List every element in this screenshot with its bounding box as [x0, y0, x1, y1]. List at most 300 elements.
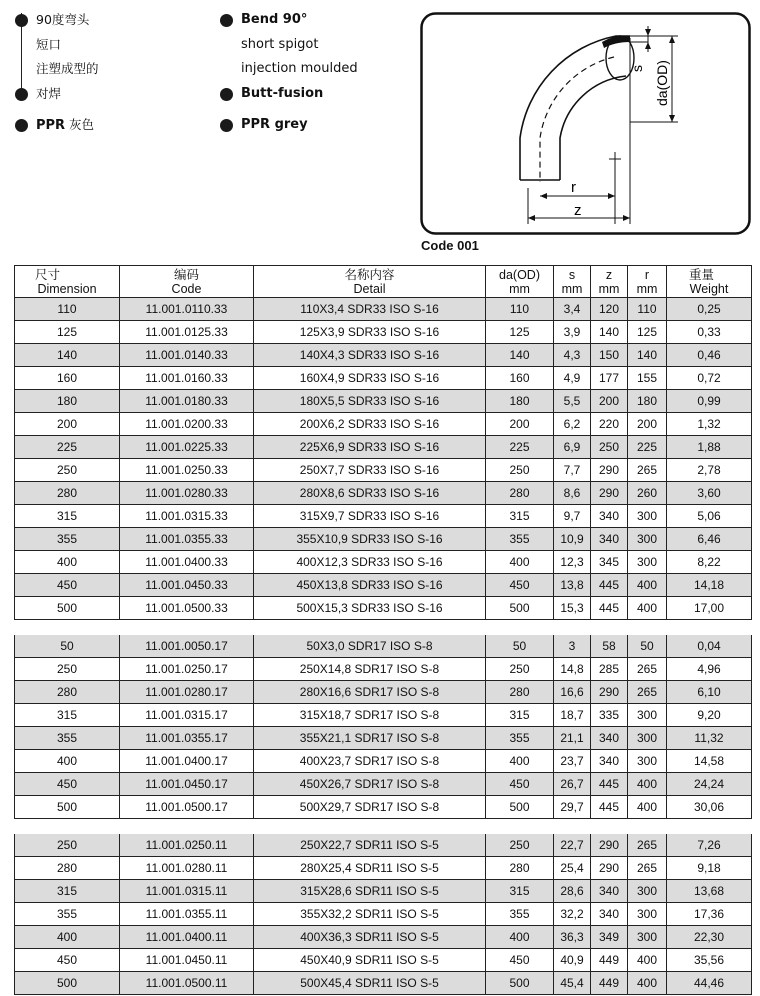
cell-detail: 315X28,6 SDR11 ISO S-5 — [254, 880, 486, 903]
cell-z: 445 — [591, 773, 628, 796]
table-row — [15, 880, 752, 903]
bend-technical-drawing — [420, 12, 751, 235]
col-z: z mm — [591, 266, 628, 298]
cell-z: 290 — [591, 482, 628, 505]
label-da: da(OD) — [654, 60, 670, 106]
cell-dimension: 180 — [15, 390, 120, 413]
cell-r: 260 — [628, 482, 667, 505]
cell-dimension: 500 — [15, 796, 120, 819]
cell-detail: 200X6,2 SDR33 ISO S-16 — [254, 413, 486, 436]
cell-s: 22,7 — [554, 834, 591, 857]
cell-detail: 140X4,3 SDR33 ISO S-16 — [254, 344, 486, 367]
cell-da: 280 — [486, 681, 554, 704]
cell-z: 140 — [591, 321, 628, 344]
cell-detail: 250X22,7 SDR11 ISO S-5 — [254, 834, 486, 857]
cell-code: 11.001.0450.17 — [120, 773, 254, 796]
cell-z: 335 — [591, 704, 628, 727]
cell-code: 11.001.0180.33 — [120, 390, 254, 413]
cell-dimension: 355 — [15, 528, 120, 551]
cell-r: 400 — [628, 949, 667, 972]
cell-r: 265 — [628, 857, 667, 880]
cell-s: 29,7 — [554, 796, 591, 819]
table-row — [15, 727, 752, 750]
col-detail: 名称内容 Detail — [254, 266, 486, 298]
col-s: s mm — [554, 266, 591, 298]
cell-s: 9,7 — [554, 505, 591, 528]
cell-r: 125 — [628, 321, 667, 344]
table-row — [15, 321, 752, 344]
cell-weight: 0,99 — [667, 390, 752, 413]
cell-s: 36,3 — [554, 926, 591, 949]
cell-dimension: 500 — [15, 972, 120, 995]
cell-r: 300 — [628, 750, 667, 773]
cell-r: 265 — [628, 459, 667, 482]
cell-code: 11.001.0400.17 — [120, 750, 254, 773]
spec-table-group — [14, 635, 752, 819]
table-row — [15, 390, 752, 413]
feature-item: 90度弯头 — [13, 8, 193, 33]
cell-s: 10,9 — [554, 528, 591, 551]
cell-code: 11.001.0140.33 — [120, 344, 254, 367]
table-groups — [14, 298, 751, 995]
col-da: da(OD) mm — [486, 266, 554, 298]
cell-weight: 9,18 — [667, 857, 752, 880]
cell-da: 250 — [486, 459, 554, 482]
cell-detail: 400X12,3 SDR33 ISO S-16 — [254, 551, 486, 574]
cell-detail: 160X4,9 SDR33 ISO S-16 — [254, 367, 486, 390]
feature-item: 对焊 — [13, 82, 193, 107]
cell-detail: 450X26,7 SDR17 ISO S-8 — [254, 773, 486, 796]
cell-da: 250 — [486, 834, 554, 857]
cell-da: 450 — [486, 773, 554, 796]
cell-z: 349 — [591, 926, 628, 949]
table-row — [15, 574, 752, 597]
cell-weight: 1,32 — [667, 413, 752, 436]
group-spacer — [14, 819, 751, 834]
cell-dimension: 225 — [15, 436, 120, 459]
cell-s: 3,4 — [554, 298, 591, 321]
cell-r: 50 — [628, 635, 667, 658]
cell-s: 6,9 — [554, 436, 591, 459]
cell-dimension: 280 — [15, 681, 120, 704]
col-dimension: 尺寸 Dimension — [15, 266, 120, 298]
cell-r: 400 — [628, 972, 667, 995]
cell-s: 32,2 — [554, 903, 591, 926]
cell-r: 140 — [628, 344, 667, 367]
cell-weight: 24,24 — [667, 773, 752, 796]
table-row — [15, 750, 752, 773]
cell-code: 11.001.0450.33 — [120, 574, 254, 597]
cell-z: 200 — [591, 390, 628, 413]
cell-s: 4,9 — [554, 367, 591, 390]
cell-dimension: 315 — [15, 505, 120, 528]
table-row — [15, 298, 752, 321]
table-row — [15, 635, 752, 658]
cell-weight: 35,56 — [667, 949, 752, 972]
cell-code: 11.001.0280.11 — [120, 857, 254, 880]
cell-detail: 315X18,7 SDR17 ISO S-8 — [254, 704, 486, 727]
cell-detail: 250X14,8 SDR17 ISO S-8 — [254, 658, 486, 681]
cell-code: 11.001.0250.33 — [120, 459, 254, 482]
feature-list-zh — [13, 8, 193, 138]
cell-dimension: 450 — [15, 949, 120, 972]
cell-weight: 3,60 — [667, 482, 752, 505]
cell-da: 355 — [486, 903, 554, 926]
feature-item: PPR grey — [218, 113, 398, 138]
table-row — [15, 949, 752, 972]
cell-detail: 355X32,2 SDR11 ISO S-5 — [254, 903, 486, 926]
cell-z: 150 — [591, 344, 628, 367]
cell-weight: 4,96 — [667, 658, 752, 681]
bullet-dot-icon — [15, 119, 28, 132]
bullet-dot-icon — [15, 14, 28, 27]
cell-weight: 0,46 — [667, 344, 752, 367]
cell-dimension: 110 — [15, 298, 120, 321]
table-row — [15, 972, 752, 995]
cell-dimension: 250 — [15, 459, 120, 482]
cell-weight: 22,30 — [667, 926, 752, 949]
cell-code: 11.001.0500.17 — [120, 796, 254, 819]
cell-detail: 315X9,7 SDR33 ISO S-16 — [254, 505, 486, 528]
table-header-row — [15, 266, 752, 298]
cell-z: 340 — [591, 750, 628, 773]
cell-s: 40,9 — [554, 949, 591, 972]
cell-r: 265 — [628, 834, 667, 857]
cell-z: 449 — [591, 949, 628, 972]
cell-z: 290 — [591, 681, 628, 704]
cell-s: 13,8 — [554, 574, 591, 597]
cell-da: 400 — [486, 551, 554, 574]
table-row — [15, 796, 752, 819]
col-weight: 重量 Weight — [667, 266, 752, 298]
cell-s: 8,6 — [554, 482, 591, 505]
cell-weight: 6,46 — [667, 528, 752, 551]
cell-da: 355 — [486, 727, 554, 750]
bullet-dot-icon — [15, 88, 28, 101]
cell-z: 340 — [591, 903, 628, 926]
table-row — [15, 704, 752, 727]
cell-da: 250 — [486, 658, 554, 681]
cell-r: 155 — [628, 367, 667, 390]
table-row — [15, 367, 752, 390]
cell-detail: 500X29,7 SDR17 ISO S-8 — [254, 796, 486, 819]
cell-dimension: 125 — [15, 321, 120, 344]
label-s: s — [629, 65, 645, 72]
cell-dimension: 450 — [15, 773, 120, 796]
cell-dimension: 315 — [15, 704, 120, 727]
table-row — [15, 459, 752, 482]
cell-code: 11.001.0315.11 — [120, 880, 254, 903]
cell-detail: 400X36,3 SDR11 ISO S-5 — [254, 926, 486, 949]
table-row — [15, 436, 752, 459]
cell-code: 11.001.0050.17 — [120, 635, 254, 658]
cell-da: 125 — [486, 321, 554, 344]
cell-da: 355 — [486, 528, 554, 551]
table-row — [15, 926, 752, 949]
cell-weight: 13,68 — [667, 880, 752, 903]
cell-code: 11.001.0280.33 — [120, 482, 254, 505]
cell-detail: 280X25,4 SDR11 ISO S-5 — [254, 857, 486, 880]
cell-weight: 17,36 — [667, 903, 752, 926]
cell-code: 11.001.0500.11 — [120, 972, 254, 995]
col-code: 编码 Code — [120, 266, 254, 298]
cell-da: 500 — [486, 796, 554, 819]
table-row — [15, 344, 752, 367]
cell-code: 11.001.0250.11 — [120, 834, 254, 857]
cell-r: 265 — [628, 658, 667, 681]
cell-weight: 9,20 — [667, 704, 752, 727]
cell-dimension: 200 — [15, 413, 120, 436]
cell-s: 23,7 — [554, 750, 591, 773]
cell-r: 200 — [628, 413, 667, 436]
cell-da: 50 — [486, 635, 554, 658]
cell-z: 285 — [591, 658, 628, 681]
group-spacer — [14, 620, 751, 635]
cell-r: 180 — [628, 390, 667, 413]
cell-detail: 225X6,9 SDR33 ISO S-16 — [254, 436, 486, 459]
cell-da: 315 — [486, 505, 554, 528]
cell-z: 120 — [591, 298, 628, 321]
cell-r: 225 — [628, 436, 667, 459]
cell-da: 500 — [486, 597, 554, 620]
cell-z: 345 — [591, 551, 628, 574]
feature-item: short spigot — [241, 36, 319, 52]
cell-detail: 125X3,9 SDR33 ISO S-16 — [254, 321, 486, 344]
cell-s: 15,3 — [554, 597, 591, 620]
cell-weight: 0,72 — [667, 367, 752, 390]
cell-weight: 14,18 — [667, 574, 752, 597]
cell-code: 11.001.0500.33 — [120, 597, 254, 620]
cell-r: 300 — [628, 880, 667, 903]
cell-code: 11.001.0200.33 — [120, 413, 254, 436]
cell-s: 12,3 — [554, 551, 591, 574]
cell-weight: 17,00 — [667, 597, 752, 620]
cell-s: 18,7 — [554, 704, 591, 727]
cell-r: 400 — [628, 574, 667, 597]
cell-da: 500 — [486, 972, 554, 995]
cell-weight: 7,26 — [667, 834, 752, 857]
bullet-dot-icon — [220, 119, 233, 132]
cell-dimension: 450 — [15, 574, 120, 597]
cell-code: 11.001.0315.33 — [120, 505, 254, 528]
cell-da: 160 — [486, 367, 554, 390]
cell-z: 340 — [591, 505, 628, 528]
cell-detail: 500X15,3 SDR33 ISO S-16 — [254, 597, 486, 620]
cell-dimension: 160 — [15, 367, 120, 390]
cell-z: 340 — [591, 880, 628, 903]
cell-detail: 280X8,6 SDR33 ISO S-16 — [254, 482, 486, 505]
cell-weight: 2,78 — [667, 459, 752, 482]
cell-detail: 250X7,7 SDR33 ISO S-16 — [254, 459, 486, 482]
cell-da: 315 — [486, 704, 554, 727]
cell-r: 300 — [628, 551, 667, 574]
cell-z: 449 — [591, 972, 628, 995]
spec-tables — [14, 265, 751, 995]
cell-dimension: 50 — [15, 635, 120, 658]
cell-code: 11.001.0450.11 — [120, 949, 254, 972]
cell-z: 290 — [591, 459, 628, 482]
cell-r: 400 — [628, 796, 667, 819]
cell-da: 110 — [486, 298, 554, 321]
cell-detail: 180X5,5 SDR33 ISO S-16 — [254, 390, 486, 413]
cell-detail: 500X45,4 SDR11 ISO S-5 — [254, 972, 486, 995]
cell-weight: 14,58 — [667, 750, 752, 773]
cell-z: 340 — [591, 727, 628, 750]
feature-item: 注塑成型的 — [36, 61, 99, 76]
cell-weight: 0,25 — [667, 298, 752, 321]
cell-dimension: 280 — [15, 482, 120, 505]
label-z: z — [574, 202, 582, 219]
cell-s: 21,1 — [554, 727, 591, 750]
cell-detail: 355X21,1 SDR17 ISO S-8 — [254, 727, 486, 750]
cell-z: 290 — [591, 857, 628, 880]
cell-detail: 450X13,8 SDR33 ISO S-16 — [254, 574, 486, 597]
table-row — [15, 528, 752, 551]
cell-da: 200 — [486, 413, 554, 436]
cell-dimension: 250 — [15, 834, 120, 857]
cell-r: 300 — [628, 926, 667, 949]
feature-item: PPR 灰色 — [13, 113, 193, 138]
bullet-dot-icon — [220, 14, 233, 27]
cell-s: 5,5 — [554, 390, 591, 413]
cell-code: 11.001.0250.17 — [120, 658, 254, 681]
cell-s: 25,4 — [554, 857, 591, 880]
cell-r: 300 — [628, 505, 667, 528]
cell-dimension: 400 — [15, 551, 120, 574]
table-row — [15, 834, 752, 857]
cell-code: 11.001.0400.11 — [120, 926, 254, 949]
cell-da: 400 — [486, 750, 554, 773]
feature-item: Bend 90° — [218, 8, 398, 33]
cell-da: 140 — [486, 344, 554, 367]
cell-code: 11.001.0110.33 — [120, 298, 254, 321]
cell-weight: 1,88 — [667, 436, 752, 459]
cell-weight: 30,06 — [667, 796, 752, 819]
label-r: r — [571, 179, 576, 196]
cell-code: 11.001.0125.33 — [120, 321, 254, 344]
cell-weight: 8,22 — [667, 551, 752, 574]
cell-code: 11.001.0355.33 — [120, 528, 254, 551]
table-row — [15, 482, 752, 505]
cell-da: 400 — [486, 926, 554, 949]
table-row — [15, 681, 752, 704]
cell-r: 300 — [628, 903, 667, 926]
cell-weight: 44,46 — [667, 972, 752, 995]
feature-item: Butt-fusion — [218, 82, 398, 107]
cell-r: 265 — [628, 681, 667, 704]
cell-detail: 280X16,6 SDR17 ISO S-8 — [254, 681, 486, 704]
cell-dimension: 250 — [15, 658, 120, 681]
cell-detail: 355X10,9 SDR33 ISO S-16 — [254, 528, 486, 551]
cell-weight: 0,04 — [667, 635, 752, 658]
cell-z: 445 — [591, 597, 628, 620]
cell-weight: 6,10 — [667, 681, 752, 704]
cell-code: 11.001.0160.33 — [120, 367, 254, 390]
cell-s: 4,3 — [554, 344, 591, 367]
cell-detail: 50X3,0 SDR17 ISO S-8 — [254, 635, 486, 658]
cell-dimension: 355 — [15, 903, 120, 926]
cell-code: 11.001.0225.33 — [120, 436, 254, 459]
table-row — [15, 903, 752, 926]
table-row — [15, 773, 752, 796]
table-row — [15, 551, 752, 574]
cell-weight: 0,33 — [667, 321, 752, 344]
cell-dimension: 280 — [15, 857, 120, 880]
cell-z: 250 — [591, 436, 628, 459]
cell-s: 16,6 — [554, 681, 591, 704]
cell-z: 445 — [591, 574, 628, 597]
table-row — [15, 658, 752, 681]
cell-z: 220 — [591, 413, 628, 436]
cell-dimension: 400 — [15, 926, 120, 949]
cell-s: 26,7 — [554, 773, 591, 796]
cell-r: 110 — [628, 298, 667, 321]
feature-item: injection moulded — [241, 61, 358, 76]
cell-weight: 5,06 — [667, 505, 752, 528]
cell-weight: 11,32 — [667, 727, 752, 750]
cell-code: 11.001.0400.33 — [120, 551, 254, 574]
cell-s: 28,6 — [554, 880, 591, 903]
cell-da: 280 — [486, 482, 554, 505]
cell-dimension: 500 — [15, 597, 120, 620]
cell-s: 3,9 — [554, 321, 591, 344]
cell-detail: 400X23,7 SDR17 ISO S-8 — [254, 750, 486, 773]
cell-da: 225 — [486, 436, 554, 459]
cell-z: 177 — [591, 367, 628, 390]
cell-detail: 110X3,4 SDR33 ISO S-16 — [254, 298, 486, 321]
cell-z: 340 — [591, 528, 628, 551]
table-row — [15, 505, 752, 528]
cell-dimension: 140 — [15, 344, 120, 367]
spec-table-group — [14, 298, 752, 620]
cell-s: 3 — [554, 635, 591, 658]
feature-item: 短口 — [36, 36, 62, 52]
cell-s: 14,8 — [554, 658, 591, 681]
cell-da: 450 — [486, 949, 554, 972]
cell-r: 400 — [628, 597, 667, 620]
col-r: r mm — [628, 266, 667, 298]
cell-code: 11.001.0280.17 — [120, 681, 254, 704]
cell-z: 290 — [591, 834, 628, 857]
cell-s: 45,4 — [554, 972, 591, 995]
feature-list-en — [218, 8, 398, 138]
table-row — [15, 413, 752, 436]
cell-da: 315 — [486, 880, 554, 903]
cell-dimension: 355 — [15, 727, 120, 750]
bullet-dot-icon — [220, 88, 233, 101]
table-row — [15, 597, 752, 620]
cell-da: 280 — [486, 857, 554, 880]
cell-r: 300 — [628, 704, 667, 727]
cell-s: 7,7 — [554, 459, 591, 482]
cell-z: 445 — [591, 796, 628, 819]
cell-code: 11.001.0355.17 — [120, 727, 254, 750]
cell-s: 6,2 — [554, 413, 591, 436]
cell-da: 450 — [486, 574, 554, 597]
spec-table-header — [14, 265, 752, 298]
cell-dimension: 315 — [15, 880, 120, 903]
spec-table-group — [14, 834, 752, 995]
cell-code: 11.001.0315.17 — [120, 704, 254, 727]
cell-code: 11.001.0355.11 — [120, 903, 254, 926]
cell-detail: 450X40,9 SDR11 ISO S-5 — [254, 949, 486, 972]
cell-r: 400 — [628, 773, 667, 796]
cell-r: 300 — [628, 727, 667, 750]
cell-da: 180 — [486, 390, 554, 413]
table-row — [15, 857, 752, 880]
cell-r: 300 — [628, 528, 667, 551]
cell-z: 58 — [591, 635, 628, 658]
